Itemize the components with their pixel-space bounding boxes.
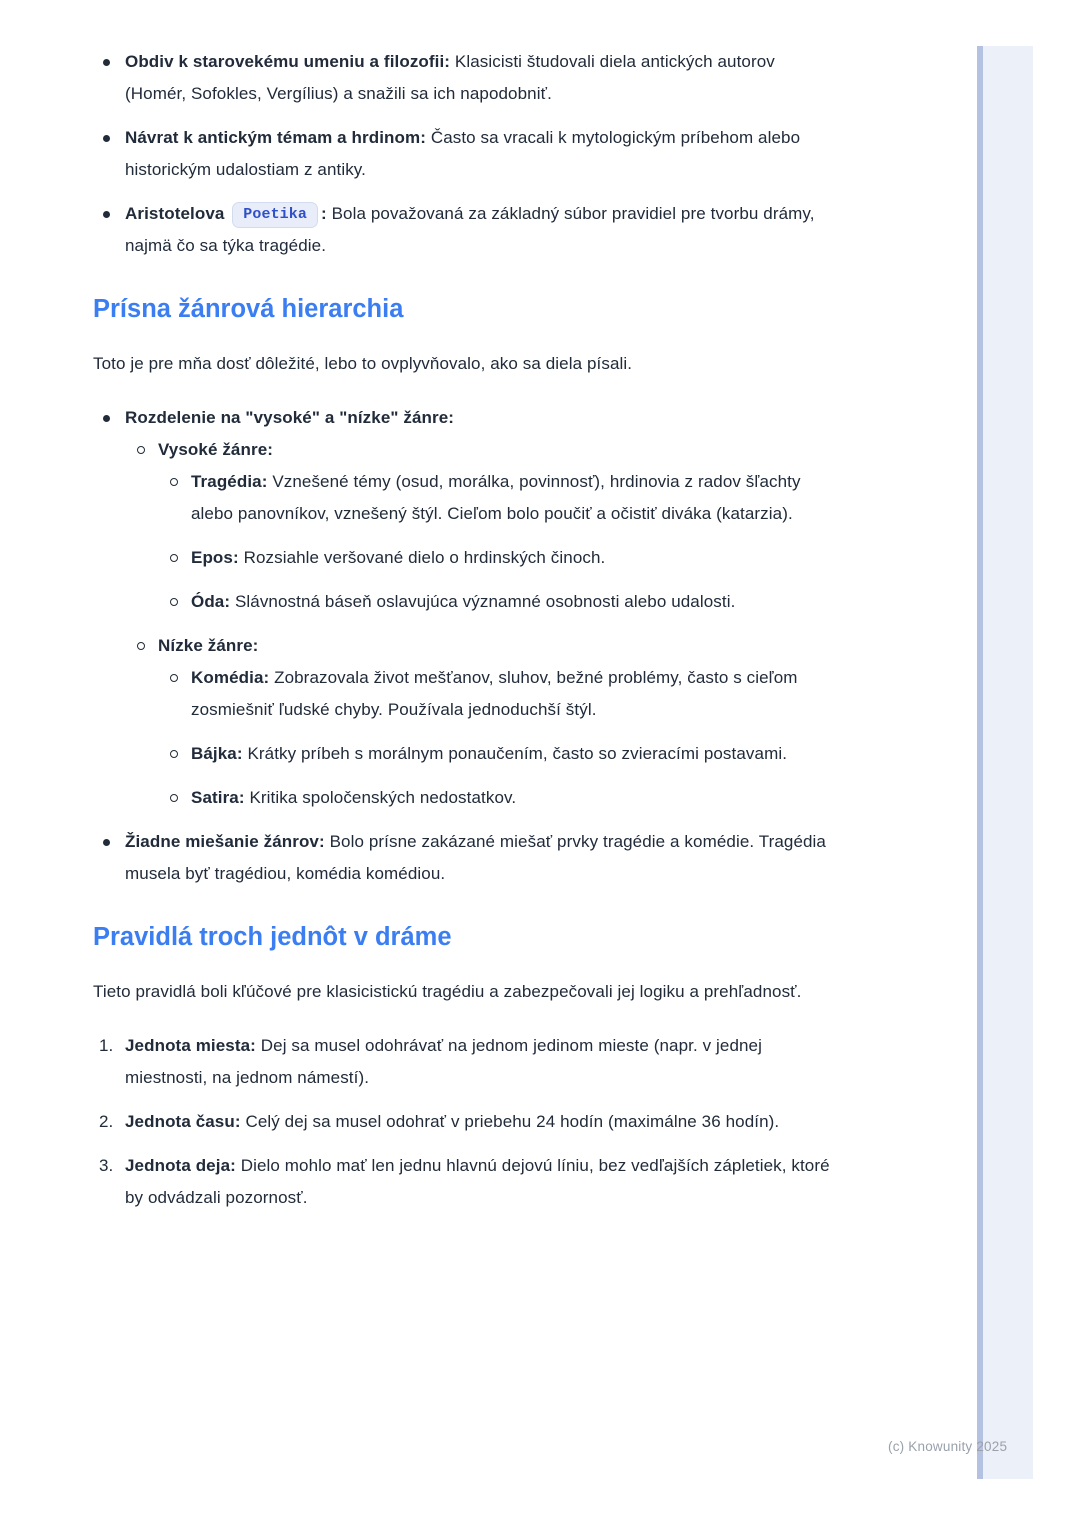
item-text: Slávnostná báseň oslavujúca významné osobnosti alebo udalosti. (234, 592, 736, 611)
section-heading: Pravidlá troch jednôt v dráme (93, 923, 452, 951)
inline-code: Poetika (232, 202, 318, 228)
item-text: Dielo mohlo mať len jednu hlavnú dejovú líniu, bez vedľajších zápletiek, ktoré by odvádzali pozornosť. (125, 1156, 830, 1207)
item-text: Krátky príbeh s morálnym ponaučením, často so zvieracími postavami. (247, 744, 788, 763)
item-lead: Epos: (191, 548, 239, 567)
item-text: Zobrazovala život mešťanov, sluhov, bežné problémy, často s cieľom zosmiešniť ľudské chyby. Používala jednoduchší štýl. (191, 668, 798, 719)
bullet-disc-icon (103, 135, 110, 142)
sublist-level3 (158, 662, 837, 814)
item-lead: Nízke žánre: (158, 636, 259, 655)
section-heading: Prísna žánrová hierarchia (93, 295, 404, 323)
bullet-circle-icon (170, 478, 178, 486)
list-item (191, 586, 837, 618)
list-item (191, 782, 837, 814)
item-text: Rozsiahle veršované dielo o hrdinských činoch. (243, 548, 606, 567)
item-text: Dej sa musel odohrávať na jednom jedinom mieste (napr. v jednej miestnosti, na jednom námestí). (125, 1036, 762, 1087)
item-lead: Žiadne miešanie žánrov: (125, 832, 325, 851)
item-lead: Óda: (191, 592, 231, 611)
bullet-disc-icon (103, 839, 110, 846)
list-item (125, 46, 837, 110)
item-text: Bola považovaná za základný súbor pravidiel pre tvorbu drámy, najmä čo sa týka tragédie. (125, 204, 815, 255)
list-number: 3. (99, 1156, 114, 1175)
list-item (99, 1106, 837, 1138)
item-lead: Vysoké žánre: (158, 440, 274, 459)
list-item (125, 198, 837, 262)
item-text: Klasicisti študovali diela antických autorov (Homér, Sofokles, Vergílius) a snažili sa ich napodobniť. (125, 52, 775, 103)
sublist-level2 (125, 434, 837, 814)
paragraph: Tieto pravidlá boli kľúčové pre klasicistickú tragédiu a zabezpečovali jej logiku a prehľadnosť. (93, 982, 802, 1001)
list-item (125, 122, 837, 186)
bullet-circle-icon (170, 554, 178, 562)
list-item (191, 466, 837, 530)
list-item (191, 542, 837, 574)
bullet-disc-icon (103, 211, 110, 218)
list-item (158, 630, 837, 814)
item-text: Bolo prísne zakázané miešať prvky tragédie a komédie. Tragédia musela byť tragédiou, komédia komédiou. (125, 832, 826, 883)
item-lead: Obdiv k starovekému umeniu a filozofii: (125, 52, 451, 71)
list-item (191, 738, 837, 770)
bullet-circle-icon (170, 674, 178, 682)
bullet-list-intro (93, 46, 837, 262)
item-lead-colon: : (321, 204, 327, 223)
item-lead: Tragédia: (191, 472, 268, 491)
bullet-circle-icon (170, 750, 178, 758)
list-number: 1. (99, 1036, 114, 1055)
list-item (125, 402, 837, 814)
bullet-circle-icon (170, 794, 178, 802)
paragraph: Toto je pre mňa dosť dôležité, lebo to ovplyvňovalo, ako sa diela písali. (93, 354, 633, 373)
numbered-list-unities (93, 1030, 837, 1214)
bullet-list-genres (93, 402, 837, 890)
page-scrollbar[interactable] (977, 46, 1033, 1479)
bullet-circle-icon (137, 642, 145, 650)
item-lead: Jednota miesta: (125, 1036, 256, 1055)
footer-credit: (c) Knowunity 2025 (888, 1439, 1008, 1454)
item-lead: Jednota času: (125, 1112, 241, 1131)
item-lead: Bájka: (191, 744, 243, 763)
bullet-circle-icon (137, 446, 145, 454)
item-text: Celý dej sa musel odohrať v priebehu 24 hodín (maximálne 36 hodín). (245, 1112, 780, 1131)
item-lead: Aristotelova (125, 204, 225, 223)
list-item (191, 662, 837, 726)
item-lead: Návrat k antickým témam a hrdinom: (125, 128, 426, 147)
bullet-disc-icon (103, 59, 110, 66)
sublist-level3 (158, 466, 837, 618)
item-lead: Rozdelenie na "vysoké" a "nízke" žánre: (125, 408, 455, 427)
list-item (99, 1150, 837, 1214)
bullet-disc-icon (103, 415, 110, 422)
document-content (93, 46, 837, 1226)
list-item (99, 1030, 837, 1094)
item-lead: Satira: (191, 788, 245, 807)
item-text: Kritika spoločenských nedostatkov. (249, 788, 517, 807)
item-text: Vznešené témy (osud, morálka, povinnosť), hrdinovia z radov šľachty alebo panovníkov, vznešený štýl. Cieľom bolo poučiť a očistiť diváka (katarzia). (191, 472, 801, 523)
list-item (125, 826, 837, 890)
item-lead: Jednota deja: (125, 1156, 236, 1175)
list-item (158, 434, 837, 618)
bullet-circle-icon (170, 598, 178, 606)
item-lead: Komédia: (191, 668, 270, 687)
item-text: Často sa vracali k mytologickým príbehom alebo historickým udalostiam z antiky. (125, 128, 801, 179)
list-number: 2. (99, 1112, 114, 1131)
